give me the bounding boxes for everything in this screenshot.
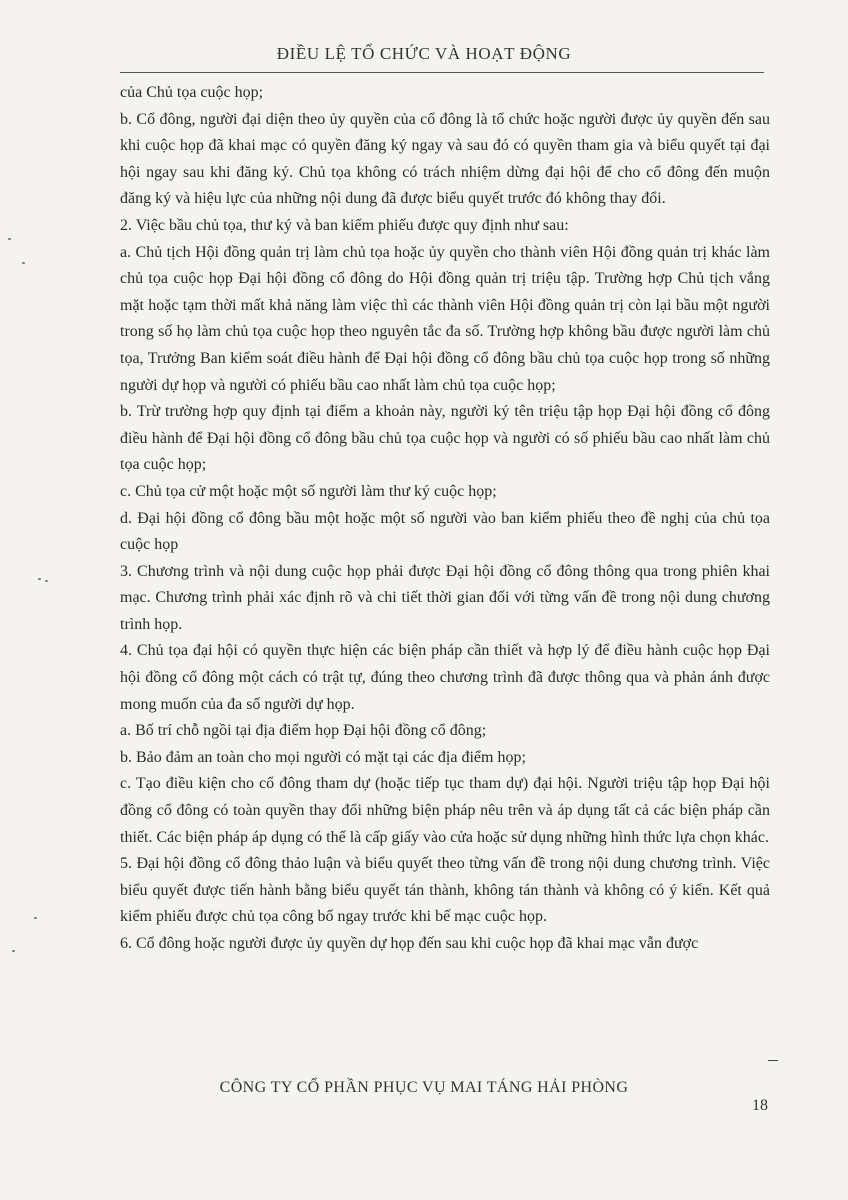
scan-speck (22, 262, 25, 264)
paragraph: c. Tạo điều kiện cho cổ đông tham dự (hoặc tiếp tục tham dự) đại hội. Người triệu tập họp Đại hội đồng cổ đông có toàn quyền thay đổi những biện pháp nêu trên và áp dụng tất cả các biện pháp cần thiết. Các biện pháp áp dụng có thể là cấp giấy vào cửa hoặc sử dụng những hình thức lựa chọn khác. (120, 775, 770, 846)
paragraph: 4. Chủ tọa đại hội có quyền thực hiện các biện pháp cần thiết và hợp lý để điều hành cuộc họp Đại hội đồng cổ đông một cách có trật tự, đúng theo chương trình đã được thông qua và phản ánh được mong muốn của đa số người dự họp. (120, 642, 770, 713)
scan-speck (12, 950, 15, 952)
page-header-title: ĐIỀU LỆ TỔ CHỨC VÀ HOẠT ĐỘNG (276, 44, 572, 63)
trailing-dash-mark (768, 1060, 778, 1061)
paragraph: d. Đại hội đồng cổ đông bầu một hoặc một số người vào ban kiểm phiếu theo đề nghị của chủ tọa cuộc họp (120, 509, 770, 554)
footer-company-name: CÔNG TY CỔ PHẦN PHỤC VỤ MAI TÁNG HẢI PHÒNG (219, 1079, 629, 1096)
paragraph: 3. Chương trình và nội dung cuộc họp phải được Đại hội đồng cổ đông thông qua trong phiên khai mạc. Chương trình phải xác định rõ và chi tiết thời gian đối với từng vấn đề trong nội dung chương trình họp. (120, 562, 770, 633)
paragraph: b. Cổ đông, người đại diện theo ủy quyền của cổ đông là tổ chức hoặc người được ủy quyền đến sau khi cuộc họp đã khai mạc có quyền đăng ký ngay và sau đó có quyền tham gia và biểu quyết tại đại hội ngay sau khi đăng ký. Chủ tọa không có trách nhiệm dừng đại hội để cho cổ đông đến muộn đăng ký và hiệu lực của những nội dung đã được biểu quyết trước đó không thay đổi. (120, 110, 770, 208)
document-body (120, 80, 770, 958)
paragraph: 6. Cổ đông hoặc người được ủy quyền dự họp đến sau khi cuộc họp đã khai mạc vẫn được (120, 935, 699, 952)
paragraph: a. Chủ tịch Hội đồng quản trị làm chủ tọa hoặc ủy quyền cho thành viên Hội đồng quản trị khác làm chủ tọa cuộc họp Đại hội đồng cổ đông do Hội đồng quản trị triệu tập. Trường hợp Chủ tịch vắng mặt hoặc tạm thời mất khả năng làm việc thì các thành viên Hội đồng quản trị còn lại bầu một người trong số họ làm chủ tọa cuộc họp theo nguyên tắc đa số. Trường hợp không bầu được người làm chủ tọa, Trưởng Ban kiểm soát điều hành để Đại hội đồng cổ đông bầu chủ tọa cuộc họp trong số những người dự họp và người có phiếu bầu cao nhất làm chủ tọa cuộc họp; (120, 243, 770, 394)
scan-speck (34, 917, 37, 919)
page-number: 18 (752, 1097, 768, 1114)
paragraph: b. Bảo đảm an toàn cho mọi người có mặt tại các địa điểm họp; (120, 748, 526, 766)
paragraph: của Chủ tọa cuộc họp; (120, 84, 264, 101)
paragraph: a. Bố trí chỗ ngồi tại địa điểm họp Đại hội đồng cổ đông; (120, 722, 487, 740)
paragraph: 2. Việc bầu chủ tọa, thư ký và ban kiểm phiếu được quy định như sau: (120, 216, 569, 234)
header-divider (120, 72, 764, 73)
scan-speck (8, 238, 11, 240)
paragraph: b. Trừ trường hợp quy định tại điểm a khoản này, người ký tên triệu tập họp Đại hội đồng cổ đông điều hành để Đại hội đồng cổ đông bầu chủ tọa cuộc họp và người có số phiếu bầu cao nhất làm chủ tọa cuộc họp; (120, 403, 770, 474)
scan-speck (45, 580, 48, 582)
paragraph: c. Chủ tọa cử một hoặc một số người làm thư ký cuộc họp; (120, 482, 497, 500)
scan-speck (38, 578, 41, 580)
paragraph: 5. Đại hội đồng cổ đông thảo luận và biểu quyết theo từng vấn đề trong nội dung chương trình. Việc biểu quyết được tiến hành bằng biểu quyết tán thành, không tán thành và không có ý kiến. Kết quả kiểm phiếu được chủ tọa công bố ngay trước khi bế mạc cuộc họp. (120, 855, 770, 926)
